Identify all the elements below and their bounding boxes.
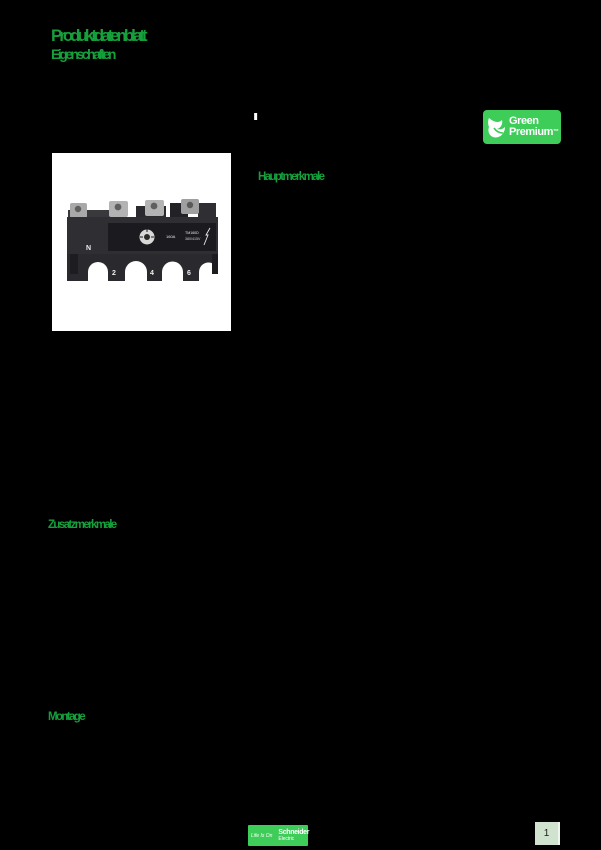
page-subtitle: Eigenschaften xyxy=(51,46,114,62)
logo-tagline: Life Is On xyxy=(251,832,273,839)
page-title: Produktdatenblatt xyxy=(51,26,145,45)
trip-unit-illustration xyxy=(52,153,231,331)
green-premium-line2: Premium™ xyxy=(509,126,559,138)
svg-text:160A: 160A xyxy=(166,234,176,239)
green-premium-badge[interactable] xyxy=(483,110,561,144)
leaf-icon xyxy=(486,114,508,140)
svg-text:TM160D: TM160D xyxy=(185,231,199,235)
page-number: 1 xyxy=(543,828,550,839)
section-heading-main: Hauptmerkmale xyxy=(258,171,324,183)
section-heading-mounting: Montage xyxy=(48,711,85,723)
section-heading-complementary: Zusatzmerkmale xyxy=(48,519,116,531)
svg-text:N: N xyxy=(86,245,92,252)
svg-text:380/415V: 380/415V xyxy=(185,237,201,241)
svg-text:2: 2 xyxy=(112,270,116,277)
svg-text:6: 6 xyxy=(187,270,191,277)
logo-brand-name: Schneider xyxy=(278,828,310,836)
page-number-box xyxy=(535,822,560,845)
svg-text:4: 4 xyxy=(150,270,154,277)
trademark-symbol: ™ xyxy=(553,129,559,135)
logo-brand-sub: Electric xyxy=(278,835,294,842)
product-photo xyxy=(52,153,231,331)
green-premium-line1: Green xyxy=(509,115,539,127)
schneider-electric-logo xyxy=(248,825,308,846)
